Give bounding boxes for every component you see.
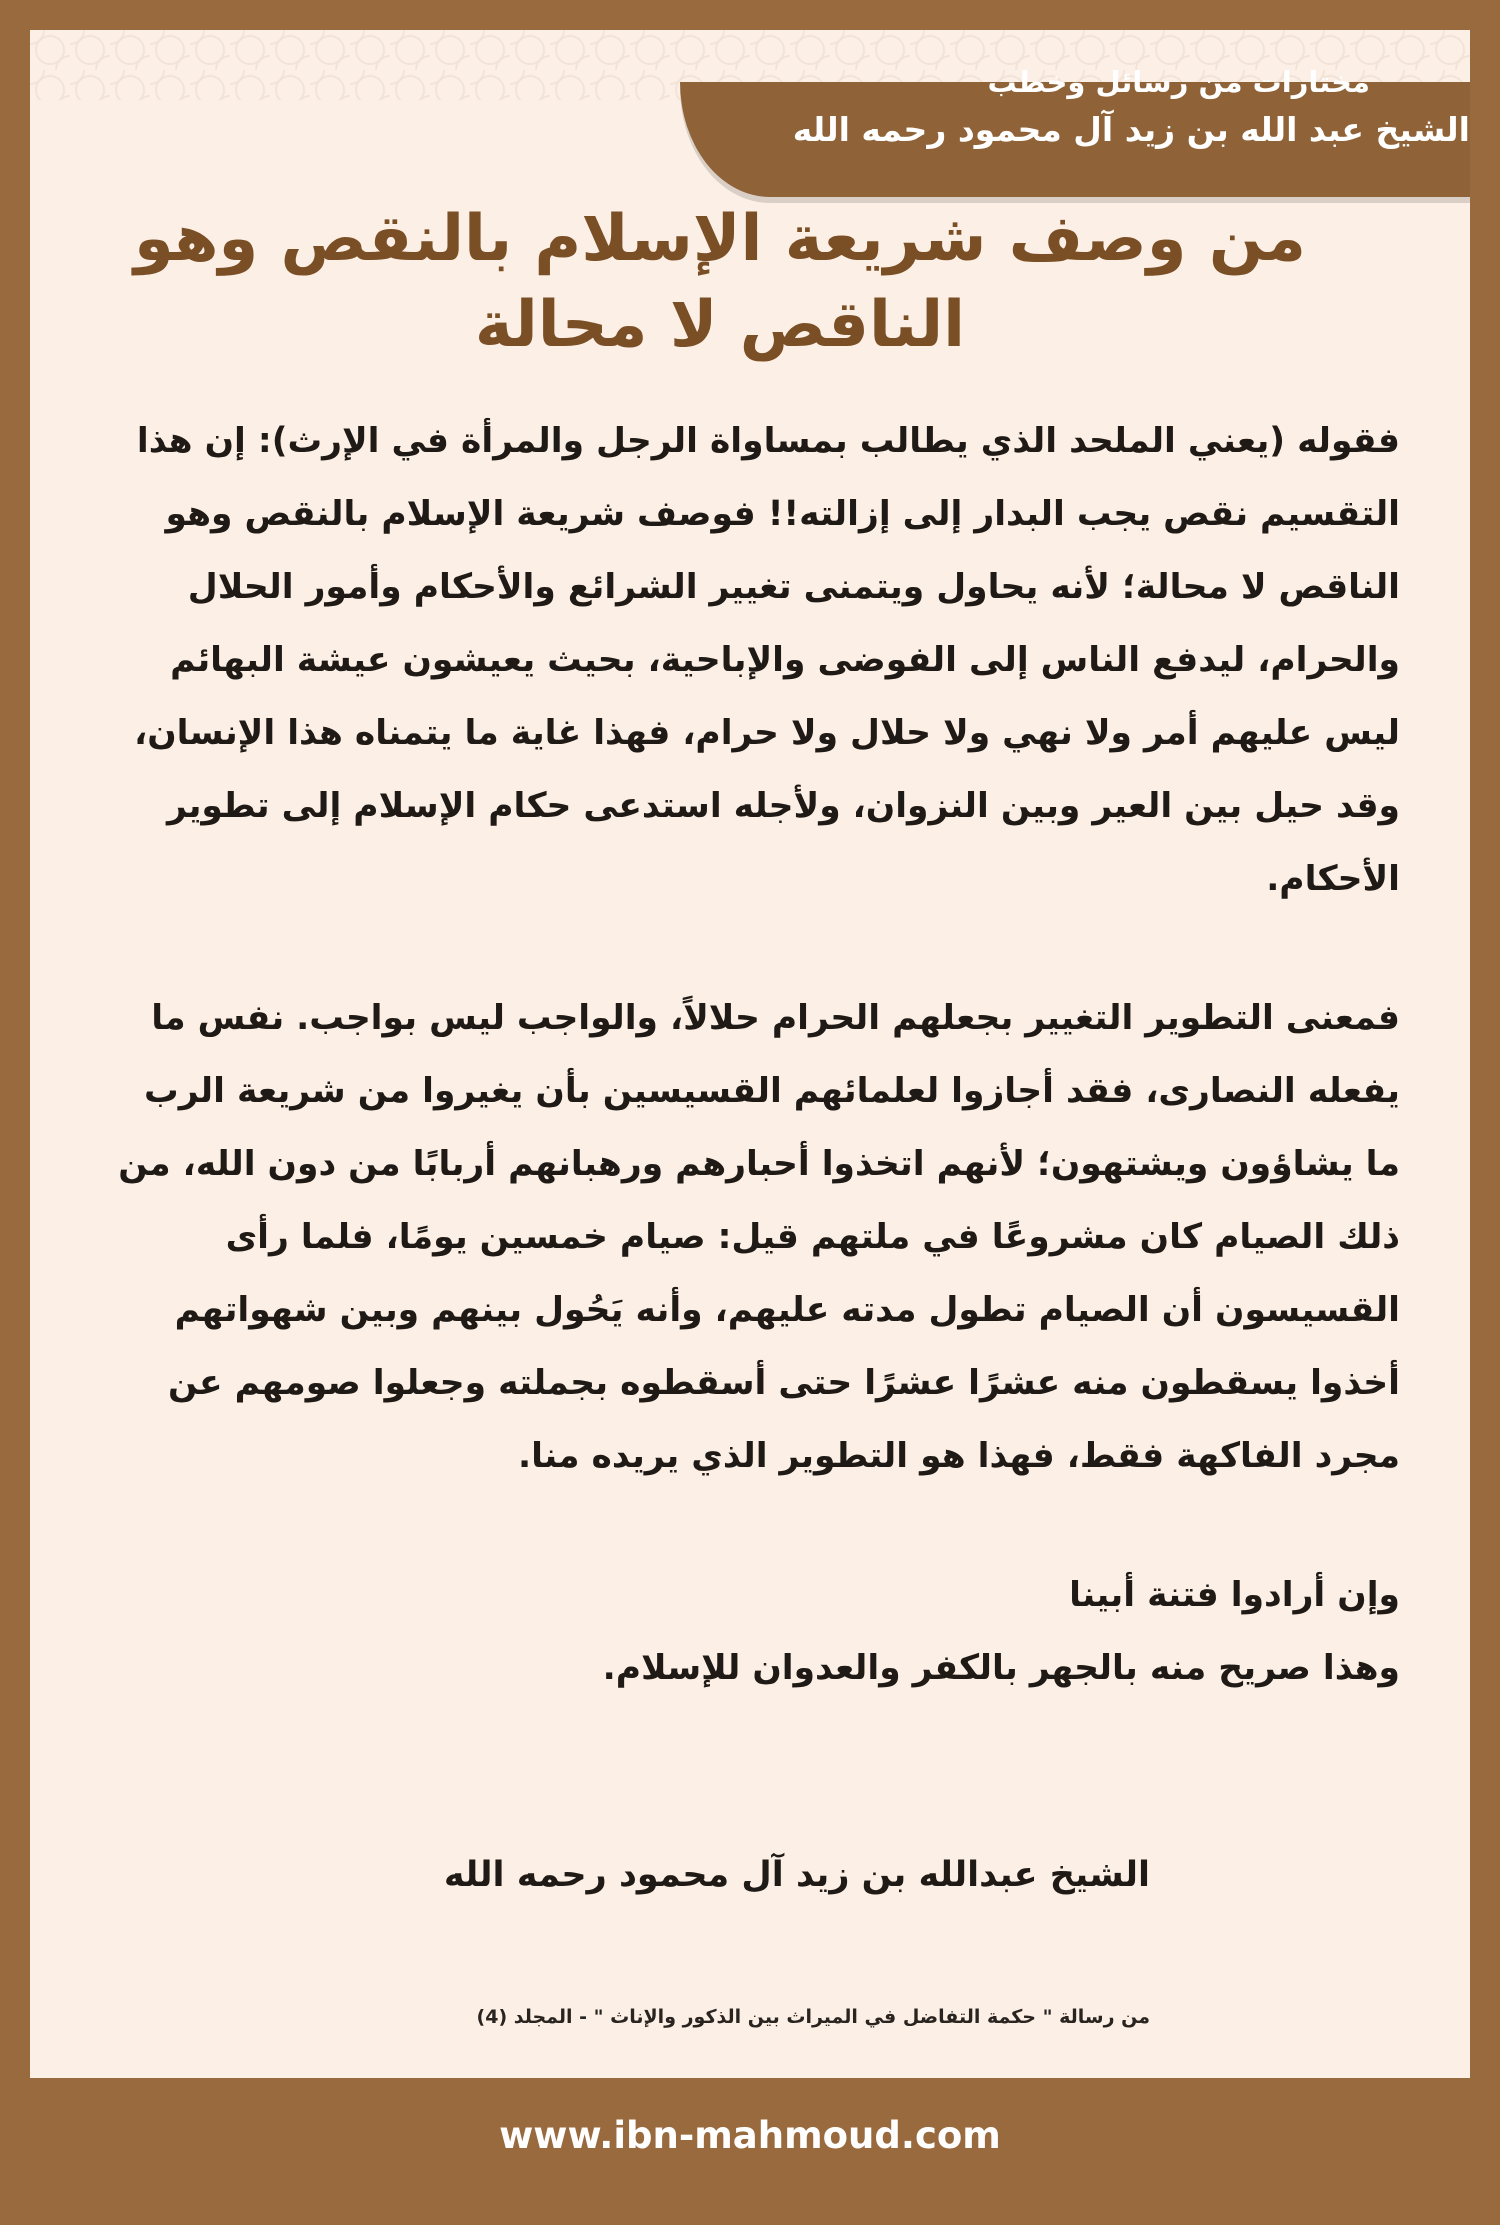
paragraph: فقوله (يعني الملحد الذي يطالب بمساواة الرجل والمرأة في الإرث): إن هذا التقسيم نقص يجب البدار إلى إزالته!! فوصف شريعة الإسلام بالنقص وهو الناقص لا محالة؛ لأنه يحاول ويتمنى تغيير الشرائع والأحكام وأمور الحلال والحرام، ليدفع الناس إلى الفوضى والإباحية، بحيث يعيشون عيشة البهائم ليس عليهم أمر ولا نهي ولا حلال ولا حرام، فهذا غاية ما يتمناه هذا الإنسان، وقد حيل بين العير وبين النزوان، ولأجله استدعى حكام الإسلام إلى تطوير الأحكام. [134,421,1400,899]
paragraph: فمعنى التطوير التغيير بجعلهم الحرام حلالاً، والواجب ليس بواجب. نفس ما يفعله النصارى، فقد أجازوا لعلمائهم القسيسين بأن يغيروا من شريعة الرب ما يشاؤون ويشتهون؛ لأنهم اتخذوا أحبارهم ورهبانهم أربابًا من دون الله، من ذلك الصيام كان مشروعًا في ملتهم قيل: صيام خمسين يومًا، فلما رأى القسيسون أن الصيام تطول مدته عليهم، وأنه يَحُول بينهم وبين شهواتهم أخذوا يسقطون منه عشرًا عشرًا حتى أسقطوه بجملته وجعلوا صومهم عن مجرد الفاكهة فقط، فهذا هو التطوير الذي يريده منا. [118,998,1400,1476]
page-title: من وصف شريعة الإسلام بالنقص وهو الناقص لا محالة [133,202,1307,362]
signature: الشيخ عبدالله بن زيد آل محمود رحمه الله [443,1855,1150,1895]
closing-line: وإن أرادوا فتنة أبينا [1069,1575,1400,1615]
header-subtitle: مختارات من رسائل وخطب [987,65,1370,99]
footer-website-link[interactable]: www.ibn-mahmoud.com [499,2114,1001,2157]
source-note: من رسالة " حكمة التفاضل في الميراث بين الذكور والإناث " - المجلد (4) [476,2006,1150,2028]
header-author: الشيخ عبد الله بن زيد آل محمود رحمه الله [792,110,1470,149]
header [710,60,1470,156]
closing-line: وهذا صريح منه بالجهر بالكفر والعدوان للإسلام. [602,1648,1400,1688]
article-body [110,405,1400,1705]
